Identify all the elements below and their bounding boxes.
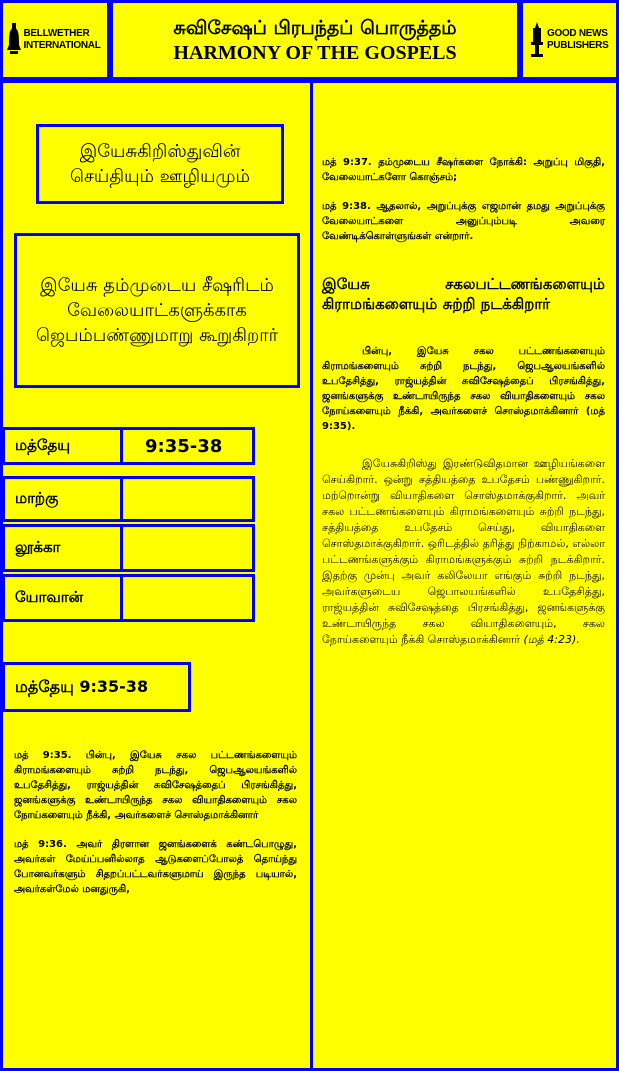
verse-38: மத் 9:38. ஆதலால், அறுப்புக்கு எஜமான் தமது அறுப்புக்கு வேலையாட்களை அனுப்பும்படி அவரை வேண்டிக்கொள்ளுங்கள் என்றார். xyxy=(322,201,605,242)
header-title-box xyxy=(110,0,520,80)
table-book-luke: லூக்கா xyxy=(2,524,123,572)
subtopic-text: இயேசு தம்முடைய சீஷரிடம் வேலையாட்களுக்காக ஜெபம்பண்ணுமாறு கூறுகிறார் xyxy=(35,275,279,346)
table-ref-luke xyxy=(120,524,255,572)
passage-label: மத்தேயு 9:35-38 xyxy=(2,662,191,712)
right-content xyxy=(322,155,605,648)
commentary-text: இயேசுகிறிஸ்து இரண்டுவிதமான ஊழியங்களை செய்கிறார். ஒன்று சத்தியத்தை உபதேசம் பண்ணுகிறார். மற்றொன்று வியாதிகளை சொஸ்தமாக்குகிறார். அவர் சகல பட்டணங்களையும் கிராமங்களையும் சுற்றி நடந்து, சத்தியத்தை உபதேசம் செய்து, வியாதிகளை சொஸ்தமாக்குகிறார். ஒரிடத்தில் தரித்து நிற்காமல், எல்லா பட்டணங்களுக்கும் கிராமங்களுக்கும் சுற்றி நடக்கிறார். இதற்கு முன்பு அவர் கலிலேயா எங்கும் சுற்றி நடந்து, அவர்களுடைய ஜெபாலயங்களில் உபதேசித்து, ராஜ்யத்தின் சுவிசேஷத்தை பிரசங்கித்து, ஜனங்களுக்கு உண்டாயிருந்த சகல வியாதிகளையும், சகல நோய்களையும் நீக்கி சொஸ்தமாக்கினார் xyxy=(322,457,605,646)
title-english: HARMONY OF THE GOSPELS xyxy=(173,42,457,64)
commentary-ref: (மத் 4:23). xyxy=(523,633,580,646)
left-verses xyxy=(14,748,297,911)
commentary-paragraph xyxy=(322,456,605,648)
table-book-matthew: மத்தேயு xyxy=(2,427,123,465)
summary-paragraph: பின்பு, இயேசு சகல பட்டணங்களையும் கிராமங்களையும் சுற்றி நடந்து, ஜெபஆலயங்களில் உபதேசித்து, ராஜ்யத்தின் சுவிசேஷத்தைப் பிரசங்கித்து, ஜனங்களுக்கு உண்டாயிருந்த சகல வியாதிகளையும் சகல நோய்களையும் நீக்கி, அவர்களைச் சொஸ்தமாக்கினார் (மத் 9:35). xyxy=(322,346,605,432)
section-heading: இயேசு சகலபட்டணங்களையும் கிராமங்களையும் சுற்றி நடக்கிறார் xyxy=(322,275,605,313)
verse-36: மத் 9:36. அவர் திரளான ஜனங்களைக் கண்டபொழுது, அவர்கள் மேய்ப்பனில்லாத ஆடுகளைப்போலத் தொய்ந்து போனவர்களும் சிதறப்பட்டவர்களுமாய் இருந்த படியால், அவர்கள்மேல் மனதுருகி, xyxy=(14,839,297,895)
table-ref-matthew: 9:35-38 xyxy=(120,427,255,465)
topic-box xyxy=(36,124,284,204)
lamp-icon xyxy=(530,22,544,58)
verse-37: மத் 9:37. தம்முடைய சீஷர்களை நோக்கி: அறுப்பு மிகுதி, வேலையாட்களோ கொஞ்சம்; xyxy=(322,157,605,183)
title-tamil: சுவிசேஷப் பிரபந்தப் பொருத்தம் xyxy=(173,17,457,39)
bellwether-logo-text: BELLWETHER INTERNATIONAL xyxy=(23,28,101,51)
good-news-logo-text: GOOD NEWS PUBLISHERS xyxy=(547,28,609,51)
verse-35: மத் 9:35. பின்பு, இயேசு சகல பட்டணங்களையும் கிராமங்களையும் சுற்றி நடந்து, ஜெபஆலயங்களில் உபதேசித்து, ராஜ்யத்தின் சுவிசேஷத்தைப் பிரசங்கித்து, ஜனங்களுக்கு உண்டாயிருந்த சகல வியாதிகளையும் சகல நோய்களையும் நீக்கி, அவர்களைச் சொஸ்தமாக்கினார் xyxy=(14,750,297,821)
subtopic-box xyxy=(14,233,300,388)
topic-text: இயேசுகிறிஸ்துவின் செய்தியும் ஊழியமும் xyxy=(69,141,251,187)
table-book-mark: மாற்கு xyxy=(2,476,123,522)
table-ref-john xyxy=(120,574,255,622)
bellwether-logo xyxy=(0,0,110,80)
bell-icon xyxy=(7,23,21,57)
table-book-john: யோவான் xyxy=(2,574,123,622)
good-news-logo xyxy=(520,0,619,80)
table-ref-mark xyxy=(120,476,255,522)
